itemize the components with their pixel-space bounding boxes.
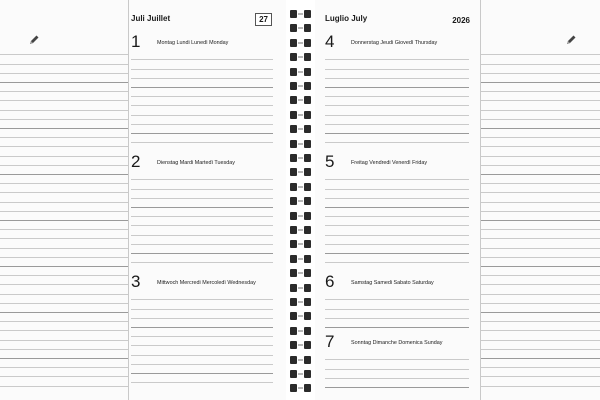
day-lines — [325, 351, 469, 395]
day-number: 4 — [325, 32, 335, 51]
spiral-ring — [290, 370, 311, 378]
notes-column-left — [0, 0, 129, 400]
spiral-ring — [290, 298, 311, 306]
day-names: Montag Lundi Lunedì Monday — [157, 40, 229, 46]
spiral-ring — [290, 68, 311, 76]
notes-column-right — [480, 0, 600, 400]
spiral-ring — [290, 111, 311, 119]
spiral-ring — [290, 341, 311, 349]
spiral-ring — [290, 39, 311, 47]
day-lines — [325, 291, 469, 329]
spiral-ring — [290, 226, 311, 234]
day-number: 3 — [131, 272, 141, 291]
day-entry-4[interactable] — [325, 33, 469, 151]
week-number-badge: 27 — [255, 13, 272, 26]
spiral-ring — [290, 212, 311, 220]
day-names: Dienstag Mardi Martedì Tuesday — [157, 160, 235, 166]
notes-lines-left — [0, 46, 128, 388]
day-names: Freitag Vendredi Venerdì Friday — [351, 160, 428, 166]
spiral-ring — [290, 96, 311, 104]
spiral-ring — [290, 312, 311, 320]
spiral-ring — [290, 197, 311, 205]
day-number: 6 — [325, 272, 335, 291]
spiral-ring — [290, 284, 311, 292]
day-lines — [131, 291, 273, 391]
spiral-ring — [290, 327, 311, 335]
spiral-ring — [290, 168, 311, 176]
day-number: 5 — [325, 152, 335, 171]
spiral-ring — [290, 140, 311, 148]
left-page — [0, 0, 286, 400]
day-entry-7[interactable] — [325, 333, 469, 393]
day-names: Mittwoch Mercredi Mercoledì Wednesday — [157, 280, 256, 286]
day-number: 1 — [131, 32, 141, 51]
month-header-left: Juli Juillet — [131, 14, 171, 23]
spiral-ring — [290, 269, 311, 277]
day-number: 2 — [131, 152, 141, 171]
day-lines — [131, 171, 273, 271]
spiral-ring — [290, 154, 311, 162]
spiral-ring — [290, 24, 311, 32]
spiral-ring — [290, 82, 311, 90]
day-names: Sonntag Dimanche Domenica Sunday — [351, 340, 443, 346]
spiral-binding-icon — [286, 0, 315, 400]
spiral-ring — [290, 255, 311, 263]
day-lines — [131, 51, 273, 151]
day-entry-5[interactable] — [325, 153, 469, 271]
pencil-icon — [565, 34, 577, 46]
day-entry-1[interactable] — [131, 33, 273, 151]
month-header-right: Luglio July — [325, 14, 368, 23]
day-entry-6[interactable] — [325, 273, 469, 329]
year-label: 2026 — [452, 16, 470, 25]
day-entry-2[interactable] — [131, 153, 273, 271]
day-lines — [325, 171, 469, 271]
spiral-ring — [290, 10, 311, 18]
spiral-ring — [290, 384, 311, 392]
spiral-ring — [290, 53, 311, 61]
day-lines — [325, 51, 469, 151]
day-entry-3[interactable] — [131, 273, 273, 391]
day-names: Samstag Samedi Sabato Saturday — [351, 280, 434, 286]
spiral-ring — [290, 240, 311, 248]
pencil-icon — [28, 34, 40, 46]
notes-lines-right — [481, 46, 600, 388]
spiral-ring — [290, 356, 311, 364]
spiral-ring — [290, 183, 311, 191]
day-number: 7 — [325, 332, 335, 351]
right-page — [315, 0, 600, 400]
spiral-ring — [290, 125, 311, 133]
day-names: Donnerstag Jeudi Giovedì Thursday — [351, 40, 438, 46]
